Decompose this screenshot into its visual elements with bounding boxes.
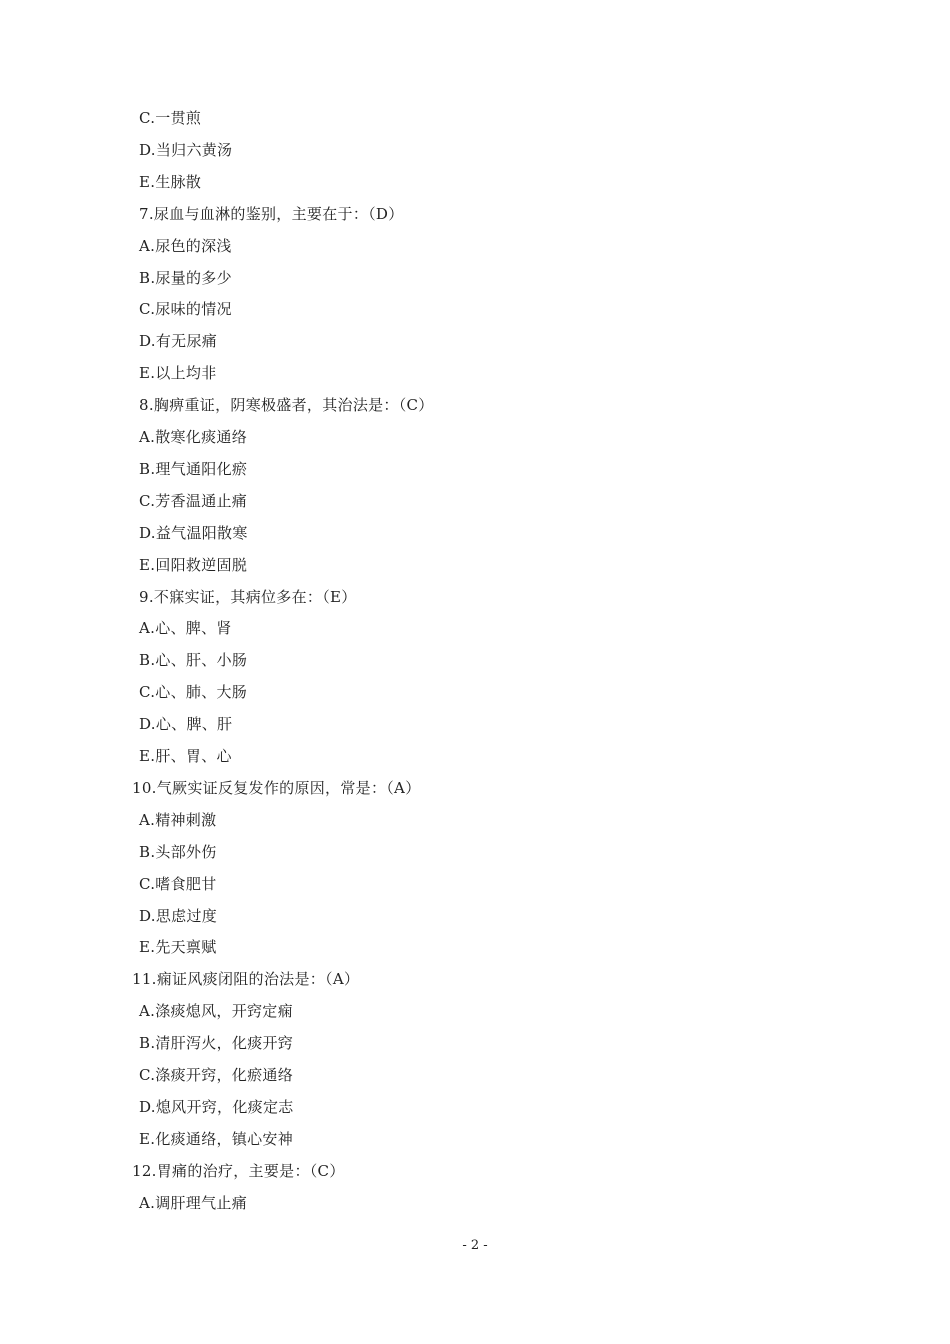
answer-option: A.涤痰熄风，开窍定痫 [139, 1002, 293, 1021]
question-text: 11.痫证风痰闭阻的治法是：（A） [132, 970, 360, 989]
question-text: 8.胸痹重证，阴寒极盛者，其治法是：（C） [139, 396, 434, 415]
page-number: - 2 - [462, 1238, 488, 1253]
answer-option: E.生脉散 [139, 172, 202, 191]
answer-option: C.尿味的情况 [139, 300, 232, 319]
question-text: 12.胃痛的治疗，主要是：（C） [132, 1161, 345, 1180]
question-text: 10.气厥实证反复发作的原因，常是：（A） [132, 778, 421, 797]
answer-option: D.当归六黄汤 [139, 140, 233, 159]
answer-option: E.回阳救逆固脱 [139, 555, 248, 574]
answer-option: B.心、肝、小肠 [139, 651, 248, 670]
answer-option: E.肝、胃、心 [139, 747, 232, 765]
answer-option: D.益气温阳散寒 [139, 523, 248, 542]
answer-option: D.有无尿痛 [139, 332, 218, 351]
answer-option: C.涤痰开窍，化瘀通络 [139, 1066, 294, 1084]
answer-option: D.熄风开窍，化痰定志 [139, 1097, 294, 1116]
answer-option: A.散寒化痰通络 [139, 428, 248, 446]
answer-option: C.心、肺、大肠 [139, 683, 248, 702]
question-text: 7.尿血与血淋的鉴别，主要在于：（D） [139, 204, 404, 223]
question-text: 9.不寐实证，其病位多在：（E） [139, 587, 357, 606]
answer-option: E.以上均非 [139, 364, 217, 383]
answer-option: C.一贯煎 [139, 109, 202, 127]
answer-option: A.尿色的深浅 [139, 236, 232, 255]
answer-option: C.芳香温通止痛 [139, 491, 248, 510]
answer-option: B.头部外伤 [139, 842, 217, 861]
answer-option: C.嗜食肥甘 [139, 874, 217, 893]
answer-option: E.化痰通络，镇心安神 [139, 1129, 294, 1148]
answer-option: A.调肝理气止痛 [139, 1193, 248, 1212]
answer-option: B.理气通阳化瘀 [139, 459, 248, 478]
answer-option: A.心、脾、肾 [139, 619, 232, 638]
answer-option: D.思虑过度 [139, 906, 218, 925]
answer-option: B.尿量的多少 [139, 268, 232, 287]
answer-option: A.精神刺激 [139, 810, 217, 829]
answer-option: B.清肝泻火，化痰开窍 [139, 1034, 294, 1053]
answer-option: E.先天禀赋 [139, 938, 217, 957]
answer-option: D.心、脾、肝 [139, 715, 233, 734]
